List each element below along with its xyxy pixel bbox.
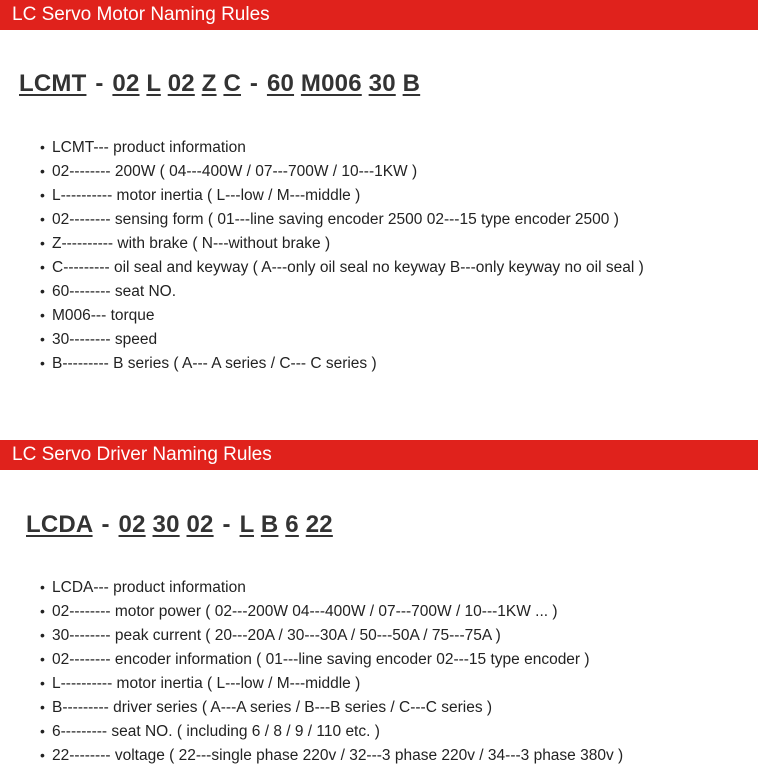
code-segment: B (402, 70, 421, 97)
code-segment: 60 (266, 70, 295, 97)
rule-item: • B--------- driver series ( A---A series / B---B series / C---C series ) (40, 695, 623, 719)
rule-item: • B--------- B series ( A--- A series / C--- C series ) (40, 351, 644, 375)
rule-item: • L---------- motor inertia ( L---low / M---middle ) (40, 671, 623, 695)
motor-model-code (19, 70, 420, 98)
code-segment: 30 (368, 70, 396, 97)
code-segment: M006 (300, 70, 362, 97)
code-separator: - (101, 511, 110, 538)
code-segment: B (260, 511, 279, 538)
driver-rules-list (40, 575, 623, 767)
rule-item: • 02-------- encoder information ( 01---line saving encoder 02---15 type encoder ) (40, 647, 623, 671)
rule-item: • LCMT--- product information (40, 135, 644, 159)
code-segment: LCDA (26, 511, 93, 538)
rule-item: • 22-------- voltage ( 22---single phase 220v / 32---3 phase 220v / 34---3 phase 380v ) (40, 743, 623, 767)
driver-model-code (26, 511, 333, 539)
code-segment: 02 (118, 511, 146, 538)
rule-item: • 02-------- 200W ( 04---400W / 07---700W / 10---1KW ) (40, 159, 644, 183)
code-segment: L (146, 70, 161, 97)
code-segment: 02 (167, 70, 195, 97)
code-separator: - (222, 511, 231, 538)
code-segment: C (223, 70, 241, 97)
code-segment: L (239, 511, 254, 538)
rule-item: • 02-------- sensing form ( 01---line saving encoder 2500 02---15 type encoder 2500 ) (40, 207, 644, 231)
code-segment: 6 (285, 511, 299, 538)
rule-item: • LCDA--- product information (40, 575, 623, 599)
rule-item: • C--------- oil seal and keyway ( A---only oil seal no keyway B---only keyway no oil seal ) (40, 255, 644, 279)
code-segment: 30 (152, 511, 180, 538)
rule-item: • L---------- motor inertia ( L---low / M---middle ) (40, 183, 644, 207)
rule-item: • 30-------- peak current ( 20---20A / 30---30A / 50---50A / 75---75A ) (40, 623, 623, 647)
driver-section-header: LC Servo Driver Naming Rules (0, 440, 758, 470)
rule-item: • 6--------- seat NO. ( including 6 / 8 / 9 / 110 etc. ) (40, 719, 623, 743)
code-segment: 02 (112, 70, 140, 97)
rule-item: • 30-------- speed (40, 327, 644, 351)
code-segment: 02 (186, 511, 214, 538)
code-separator: - (95, 70, 104, 97)
rule-item: • 60-------- seat NO. (40, 279, 644, 303)
rule-item: • Z---------- with brake ( N---without brake ) (40, 231, 644, 255)
motor-rules-list (40, 135, 644, 375)
motor-section-header: LC Servo Motor Naming Rules (0, 0, 758, 30)
code-segment: Z (201, 70, 217, 97)
rule-item: • M006--- torque (40, 303, 644, 327)
code-separator: - (249, 70, 259, 97)
rule-item: • 02-------- motor power ( 02---200W 04---400W / 07---700W / 10---1KW ... ) (40, 599, 623, 623)
code-segment: 22 (305, 511, 333, 538)
code-segment: LCMT (19, 70, 87, 97)
